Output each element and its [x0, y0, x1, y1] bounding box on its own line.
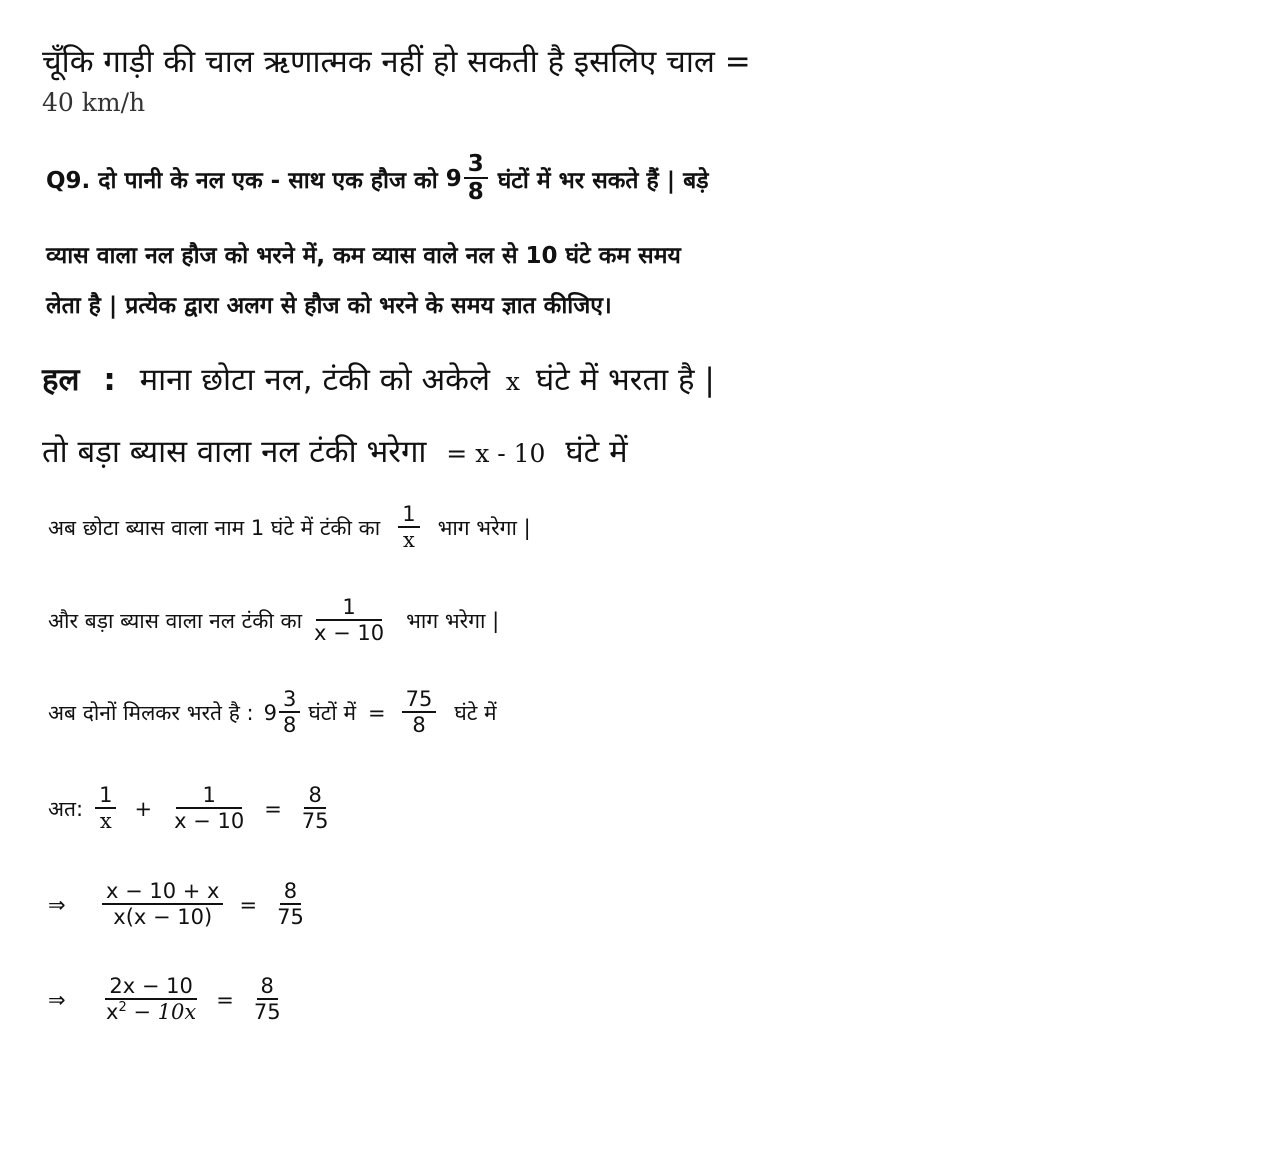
step-3 [48, 688, 497, 737]
equals-sign: = [239, 892, 258, 917]
plus-sign: + [134, 796, 153, 821]
fraction-denominator: 75 [253, 1000, 281, 1025]
denominator-rest: − 10x [126, 1000, 197, 1025]
step-text: भाग भरेगा | [406, 608, 500, 633]
fraction-denominator [102, 1000, 200, 1024]
mixed-fraction [446, 152, 492, 206]
solution-line-2 [42, 430, 628, 472]
fraction-denominator: x − 10 [314, 621, 385, 646]
solution-text: घंटे में भरता है | [535, 362, 715, 398]
implies-arrow: ⇒ [48, 892, 66, 917]
fraction-numerator: 8 [280, 880, 301, 905]
fraction [170, 784, 248, 833]
fraction-numerator: 3 [464, 152, 488, 179]
mixed-fraction-part [279, 688, 300, 737]
equals-sign: = [216, 987, 234, 1012]
fraction [402, 688, 437, 737]
step-4 [48, 784, 337, 833]
equals-sign: = [368, 700, 386, 725]
fraction-numerator: 8 [257, 975, 278, 1000]
question-text: Q9. दो पानी के नल एक - साथ एक हौज को [46, 167, 438, 194]
implies-arrow: ⇒ [48, 987, 66, 1012]
step-2 [48, 596, 499, 645]
fraction-numerator: 75 [402, 688, 437, 713]
fraction-numerator: 2x − 10 [105, 975, 196, 1000]
fraction-numerator: 1 [398, 503, 419, 528]
fraction [273, 880, 308, 929]
fraction [95, 784, 116, 833]
fraction-denominator: x [99, 809, 112, 834]
fraction [102, 975, 200, 1024]
question-line-1 [46, 152, 709, 206]
equals-sign: = [264, 796, 282, 821]
fraction [398, 503, 419, 552]
fraction [310, 596, 388, 645]
fraction-denominator: 8 [467, 179, 484, 206]
question-line-3: लेता है | प्रत्येक द्वारा अलग से हौज को भरने के समय ज्ञात कीजिए। [46, 293, 612, 319]
step-text: भाग भरेगा | [437, 515, 531, 540]
step-1 [48, 503, 531, 552]
step-text: अब दोनों मिलकर भरते है : [48, 700, 254, 725]
mixed-fraction-part [464, 152, 488, 206]
step-6 [48, 975, 289, 1024]
variable-x: x [505, 367, 520, 396]
expression: = x - 10 [446, 439, 546, 468]
fraction-denominator: 75 [301, 809, 329, 834]
fraction [298, 784, 333, 833]
step-text: घंटों में [308, 700, 357, 725]
fraction-denominator: 8 [412, 713, 426, 738]
statement-line: चूँकि गाड़ी की चाल ऋणात्मक नहीं हो सकती है इसलिए चाल = [42, 44, 751, 80]
fraction-denominator: x(x − 10) [113, 905, 213, 930]
step-5 [48, 880, 312, 929]
fraction [250, 975, 285, 1024]
fraction-numerator: 1 [95, 784, 116, 809]
solution-colon: : [103, 362, 116, 398]
fraction-denominator: x − 10 [174, 809, 245, 834]
denominator-base: x [106, 1000, 119, 1025]
mixed-whole: 9 [263, 700, 277, 725]
fraction-numerator: 1 [316, 596, 381, 621]
solution-label: हल [42, 362, 80, 398]
solution-line-1 [42, 358, 715, 400]
question-text: घंटों में भर सकते हैं | बड़े [497, 167, 709, 194]
solution-text: माना छोटा नल, टंकी को अकेले [139, 362, 490, 398]
fraction [102, 880, 223, 929]
step-text: अब छोटा ब्यास वाला नाम 1 घंटे में टंकी का [48, 515, 381, 540]
denominator-exponent: 2 [118, 1000, 127, 1016]
mixed-fraction [264, 688, 305, 737]
step-text: घंटे में [454, 700, 497, 725]
fraction-denominator: 8 [282, 713, 297, 738]
fraction-denominator: 75 [277, 905, 304, 930]
speed-result: 40 km/h [42, 88, 146, 117]
fraction-numerator: x − 10 + x [102, 880, 223, 905]
fraction-numerator: 8 [304, 784, 325, 809]
fraction-denominator: x [403, 528, 415, 553]
step-text: और बड़ा ब्यास वाला नल टंकी का [48, 608, 303, 633]
mixed-whole: 9 [445, 165, 462, 192]
question-line-2: व्यास वाला नल हौज को भरने में, कम व्यास वाले नल से 10 घंटे कम समय [46, 243, 681, 269]
fraction-numerator: 3 [279, 688, 300, 713]
solution-text: घंटे में [565, 434, 628, 470]
step-text: अत: [48, 796, 84, 821]
solution-text: तो बड़ा ब्यास वाला नल टंकी भरेगा [42, 434, 427, 470]
fraction-numerator: 1 [176, 784, 241, 809]
